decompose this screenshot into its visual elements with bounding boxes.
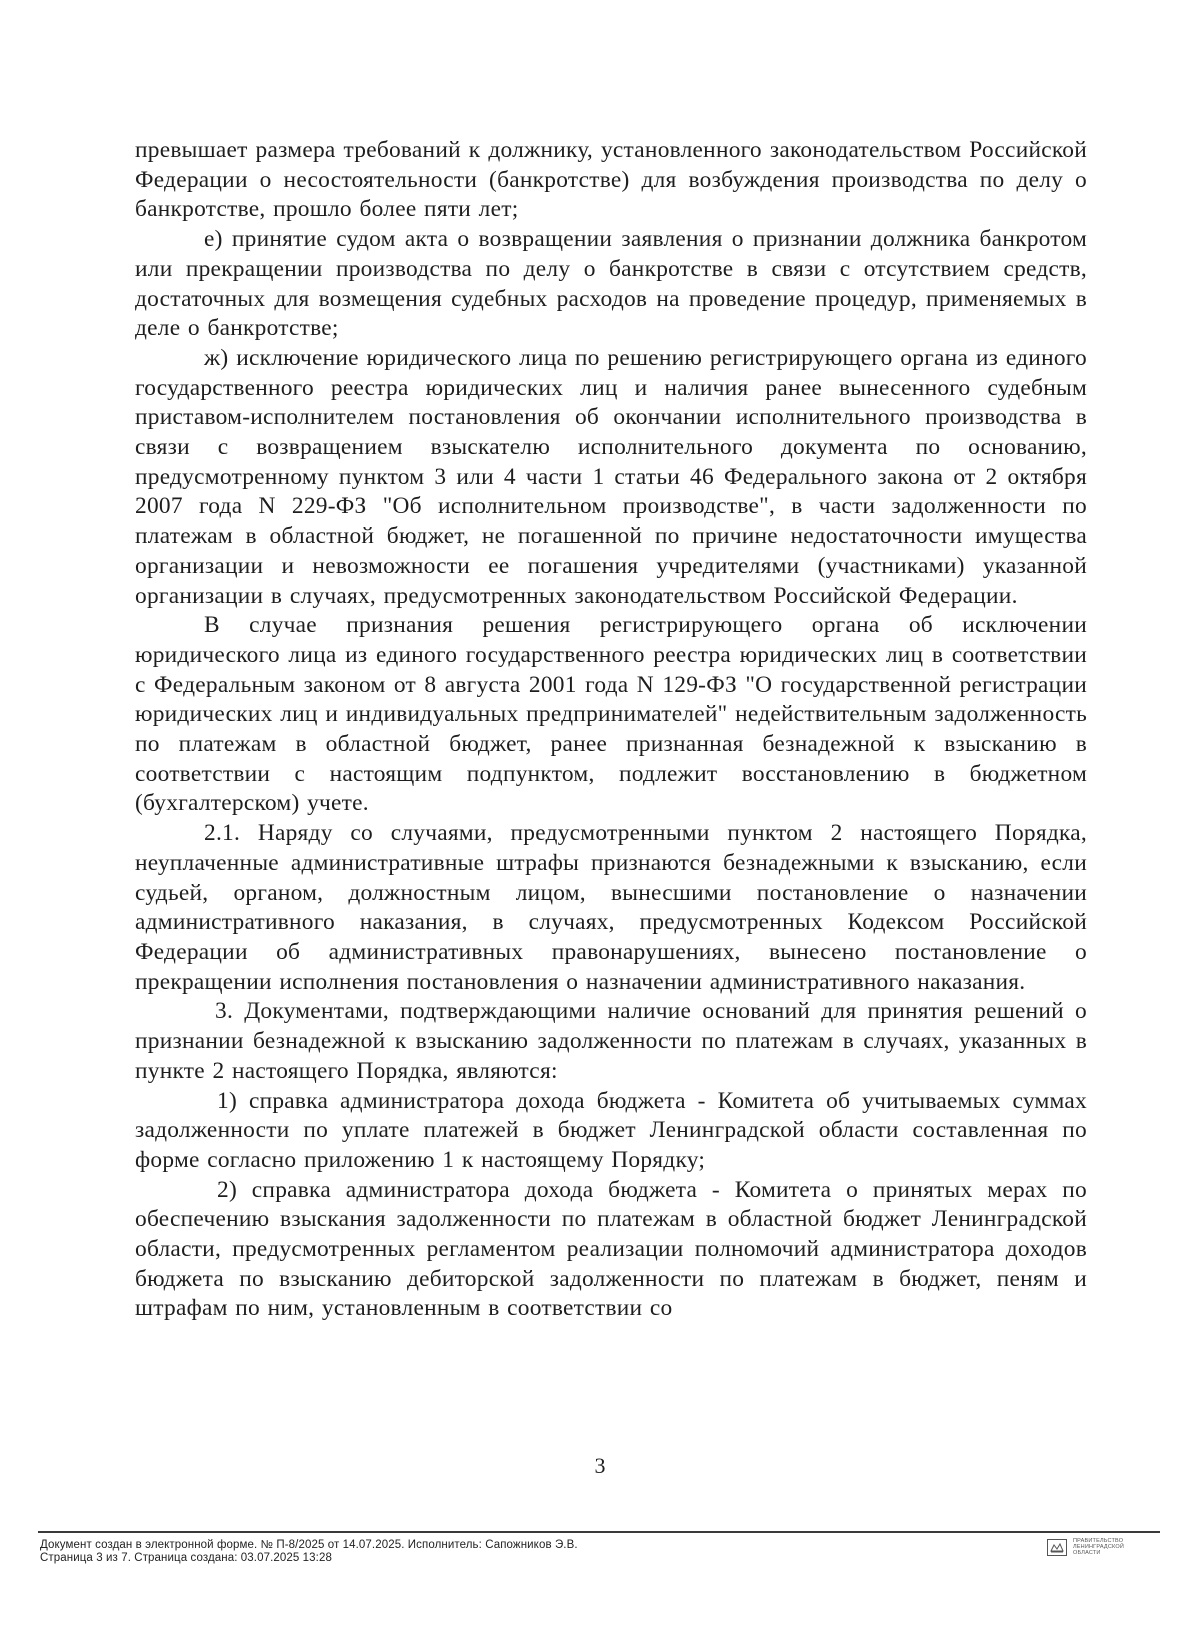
government-logo xyxy=(1047,1538,1124,1557)
emblem-icon xyxy=(1047,1539,1067,1556)
logo-text: ПРАВИТЕЛЬСТВО ЛЕНИНГРАДСКОЙ ОБЛАСТИ xyxy=(1073,1538,1124,1557)
paragraph: е) принятие судом акта о возвращении заявления о признании должника банкротом или прекращении производства по делу о банкротстве в связи с отсутствием средств, достаточных для возмещения судебных расходов на проведение процедур, применяемых в деле о банкротстве; xyxy=(135,226,1087,342)
footer-line-page: Страница 3 из 7. Страница создана: 03.07.2025 13:28 xyxy=(40,1552,332,1564)
document-body xyxy=(135,136,1087,1324)
paragraph: 2) справка администратора дохода бюджета - Комитета о принятых мерах по обеспечению взыскания задолженности по платежам в областной бюджет Ленинградской области, предусмотренных регламентом реализации полномочий администратора доходов бюджета по взысканию дебиторской задолженности по платежам в бюджет, пеням и штрафам по ним, установленным в соответствии со xyxy=(135,1176,1087,1322)
footer-divider xyxy=(38,1531,1160,1533)
paragraph: 3. Документами, подтверждающими наличие оснований для принятия решений о признании безнадежной к взысканию задолженности по платежам в случаях, указанных в пункте 2 настоящего Порядка, являются: xyxy=(135,998,1087,1084)
paragraph: 2.1. Наряду со случаями, предусмотренными пунктом 2 настоящего Порядка, неуплаченные административные штрафы признаются безнадежными к взысканию, если судьей, органом, должностным лицом, вынесшими постановление о назначении административного наказания, в случаях, предусмотренных Кодексом Российской Федерации об административных правонарушениях, вынесено постановление о прекращении исполнения постановления о назначении административного наказания. xyxy=(135,820,1087,995)
paragraph: ж) исключение юридического лица по решению регистрирующего органа из единого государственного реестра юридических лиц и наличия ранее вынесенного судебным приставом-исполнителем постановления об окончании исполнительного производства в связи с возвращением взыскателю исполнительного документа по основанию, предусмотренному пунктом 3 или 4 части 1 статьи 46 Федерального закона от 2 октября 2007 года N 229-ФЗ "Об исполнительном производстве", в части задолженности по платежам в областной бюджет, не погашенной по причине недостаточности имущества организации и невозможности ее погашения учредителями (участниками) указанной организации в случаях, предусмотренных законодательством Российской Федерации. xyxy=(135,344,1087,609)
paragraph: превышает размера требований к должнику, установленного законодательством Российской Федерации о несостоятельности (банкротстве) для возбуждения производства по делу о банкротстве, прошло более пяти лет; xyxy=(135,137,1087,223)
paragraph: 1) справка администратора дохода бюджета - Комитета об учитываемых суммах задолженности по уплате платежей в бюджет Ленинградской области составленная по форме согласно приложению 1 к настоящему Порядку; xyxy=(135,1087,1087,1173)
footer-line-document: Документ создан в электронной форме. № П-8/2025 от 14.07.2025. Исполнитель: Сапожников Э.В. xyxy=(40,1539,578,1551)
page-number: 3 xyxy=(594,1453,606,1478)
footer-info xyxy=(40,1539,578,1565)
paragraph: В случае признания решения регистрирующего органа об исключении юридического лица из единого государственного реестра юридических лиц в соответствии с Федеральным законом от 8 августа 2001 года N 129-ФЗ "О государственной регистрации юридических лиц и индивидуальных предпринимателей" недействительным задолженность по платежам в областной бюджет, ранее признанная безнадежной к взысканию в соответствии с настоящим подпунктом, подлежит восстановлению в бюджетном (бухгалтерском) учете. xyxy=(135,612,1087,817)
